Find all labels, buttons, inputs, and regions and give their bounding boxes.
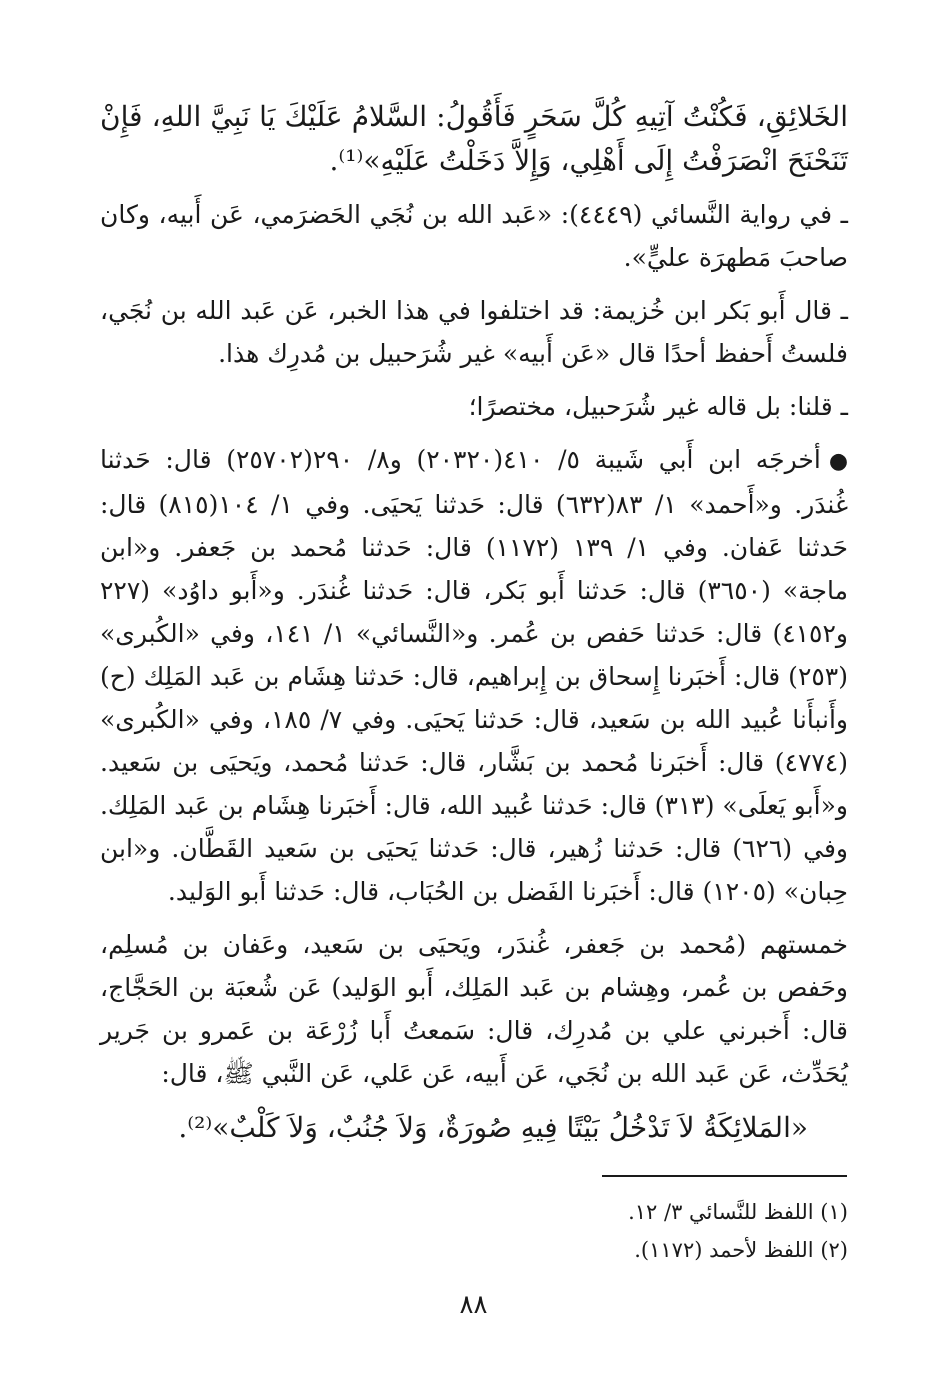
bullet-marker: ● <box>828 449 849 474</box>
footnote-2: (٢) اللفظ لأحمد (١١٧٢). <box>634 1238 848 1262</box>
paragraph-hadith-continuation: الخَلائِقِ، فَكُنْتُ آتِيهِ كُلَّ سَحَرٍ فَأَقُولُ: السَّلامُ عَلَيْكَ يَا نَبِيَّ اللهِ، فَإِنْ تَنَحْنَحَ انْصَرَفْتُ إِلَى أَهْلِي، وَإِلاَّ دَخَلْتُ عَلَيْهِ»⁽¹⁾. <box>100 100 848 177</box>
footnote-1: (١) اللفظ للنَّسائي ٣/ ١٢. <box>628 1200 848 1224</box>
footnotes <box>100 1193 848 1269</box>
page-number: ٨٨ <box>459 1290 488 1320</box>
hadith-quote: «المَلائِكَةُ لاَ تَدْخُلُ بَيْتًا فِيهِ صُورَةٌ، وَلاَ جُنُبٌ، وَلاَ كَلْبٌ»⁽²⁾. <box>178 1111 808 1144</box>
page-body <box>100 95 848 1161</box>
paragraph-takhrij <box>100 438 848 913</box>
paragraph-isnad: خمستهم (مُحمد بن جَعفر، غُندَر، ويَحيَى بن سَعيد، وعَفان بن مُسلِم، وحَفص بن عُمر، وهِشام بن عَبد المَلِك، أَبو الوَليد) عَن شُعبَة بن الحَجَّاج، قال: أَخبرني علي بن مُدرِك، قال: سَمعتُ أَبا زُرْعَة بن عَمرو بن جَرير يُحَدِّث، عَن عَبد الله بن نُجَي، عَن أَبيه، عَن عَلي، عَن النَّبي ﷺ، قال: <box>100 930 848 1088</box>
paragraph-nasai-narration: ـ في رواية النَّسائي (٤٤٤٩): «عَبد الله بن نُجَي الحَضرَمي، عَن أَبيه، وكان صاحبَ مَطهرَة عليٍّ». <box>100 200 848 272</box>
paragraph-ibn-khuzaymah-remark: ـ قال أَبو بَكر ابن خُزيمة: قد اختلفوا في هذا الخبر، عَن عَبد الله بن نُجَي، فلستُ أَحفظ أحدًا قال «عَن أَبيه» غير شُرَحبيل بن مُدرِك هذا. <box>100 296 848 368</box>
footnote-divider <box>602 1175 847 1177</box>
paragraph-our-remark: ـ قلنا: بل قاله غير شُرَحبيل، مختصرًا؛ <box>468 392 848 421</box>
paragraph-takhrij-text: أخرجَه ابن أَبي شَيبة ٥/ ٤١٠(٢٠٣٢٠) و٨/ ٢٩٠(٢٥٧٠٢) قال: حَدثنا غُندَر. و«أَحمد» ١/ ٨٣(٦٣٢) قال: حَدثنا يَحيَى. وفي ١/ ١٠٤(٨١٥) قال: حَدثنا عَفان. وفي ١/ ١٣٩ (١١٧٢) قال: حَدثنا مُحمد بن جَعفر. و«ابن ماجة» (٣٦٥٠) قال: حَدثنا أَبو بَكر، قال: حَدثنا غُندَر. و«أَبو داوُد» (٢٢٧ و٤١٥٢) قال: حَدثنا حَفص بن عُمر. و«النَّسائي» ١/ ١٤١، وفي «الكُبرى» (٢٥٣) قال: أَخبَرنا إِسحاق بن إِبراهيم، قال: حَدثنا هِشَام بن عَبد المَلِك (ح) وأَنبأَنا عُبيد الله بن سَعيد، قال: حَدثنا يَحيَى. وفي ٧/ ١٨٥، وفي «الكُبرى» (٤٧٧٤) قال: أَخبَرنا مُحمد بن بَشَّار، قال: حَدثنا مُحمد، ويَحيَى بن سَعيد. و«أَبو يَعلَى» (٣١٣) قال: حَدثنا عُبيد الله، قال: أَخبَرنا هِشَام بن عَبد المَلِك. وفي (٦٢٦) قال: حَدثنا زُهير، قال: حَدثنا يَحيَى بن سَعيد القَطَّان. و«ابن حِبان» (١٢٠٥) قال: أَخبَرنا الفَضل بن الحُبَاب، قال: حَدثنا أَبو الوَليد. <box>99 445 849 906</box>
